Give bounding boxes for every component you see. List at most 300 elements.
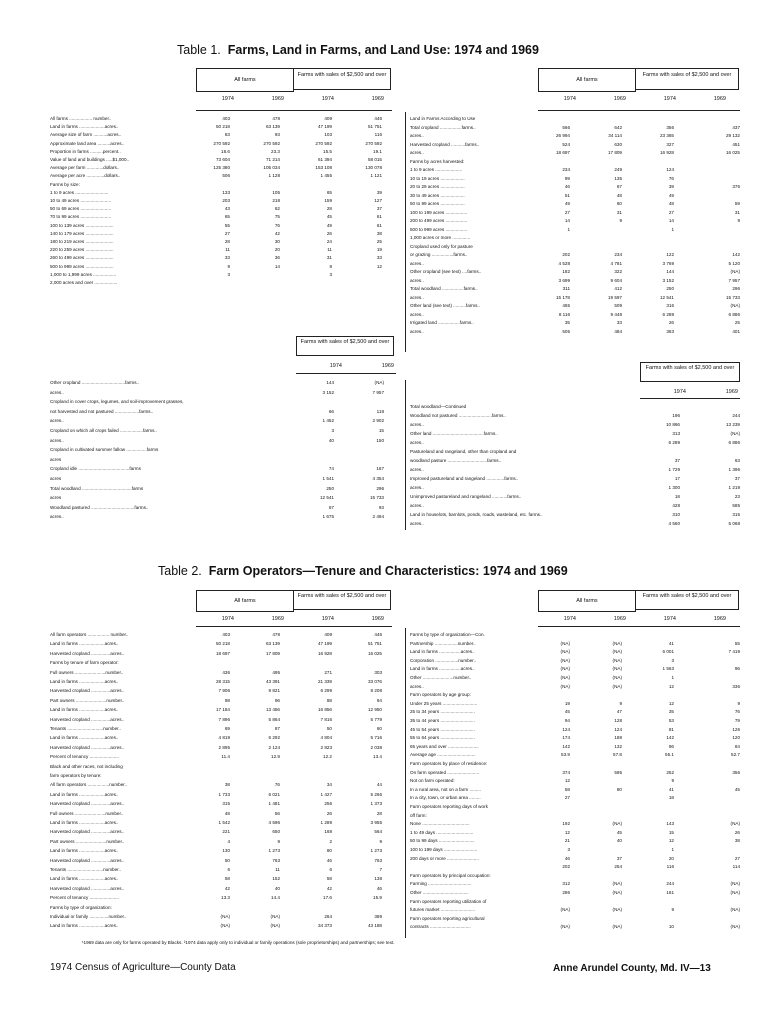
row-value: 58 015 [367, 157, 382, 162]
row-label: Not on farm operated: [410, 778, 455, 784]
row-value: 1 [671, 675, 674, 680]
row-label: 200 to 499 acres ................. [410, 218, 468, 223]
row-value: 2 038 [370, 744, 382, 750]
year-1969: 1969 [725, 389, 738, 395]
table-row [50, 476, 400, 486]
header-all-farms: All farms [538, 590, 636, 612]
row-label: 2,000 acres and over .................. [50, 280, 118, 285]
table1-lower-right-body [410, 404, 740, 534]
table1-lower-right-header [640, 362, 740, 398]
row-value: 12 [564, 829, 570, 835]
row-value: 4 781 [610, 260, 622, 266]
row-value: 46 [564, 184, 570, 189]
row-value: 12 950 [367, 707, 382, 713]
row-value: 202 [562, 252, 570, 257]
table-row [50, 486, 400, 496]
row-value: (NA) [270, 914, 280, 919]
table2-right-body [410, 632, 740, 938]
table-row [50, 223, 400, 231]
row-label: Farming .................................. [410, 881, 472, 887]
table-row [50, 438, 400, 448]
table-row [50, 632, 400, 641]
year-1974: 1974 [563, 96, 576, 102]
row-value: (NA) [730, 881, 740, 887]
row-label: Percent of tenancy ....................... [50, 754, 119, 760]
row-label: Partnership ..................number.. [410, 640, 476, 646]
row-value: (NA) [270, 923, 280, 929]
table-row [50, 132, 400, 140]
row-value: 763 [374, 857, 382, 863]
row-value: (NA) [730, 431, 740, 436]
row-value: 46 [326, 857, 332, 863]
table-row [410, 467, 740, 476]
row-value: 40 [616, 838, 622, 844]
row-value: 506 [222, 173, 230, 179]
row-value: 38 [224, 782, 230, 788]
row-label: Unimproved pastureland and rangeland ............farms.. [410, 494, 522, 499]
table-row [50, 399, 400, 409]
row-label: acres.. [410, 133, 424, 138]
row-value: 27 [564, 795, 570, 801]
row-value: 125 380 [213, 165, 230, 171]
row-value: 244 [732, 413, 740, 418]
table1-lower-left-header [296, 336, 396, 372]
row-value: 93 [274, 132, 280, 138]
year-1974: 1974 [673, 389, 686, 395]
row-value: 33 [376, 255, 382, 261]
row-label: Farms by size: [50, 181, 80, 187]
row-value: 41 [668, 786, 674, 792]
table-row [50, 116, 400, 124]
header-all-farms: All farms [196, 590, 294, 612]
row-label: Black and other races, not including [50, 763, 123, 769]
row-value: 37 [674, 458, 680, 463]
row-value: 7 [379, 867, 382, 872]
row-value: 50 [224, 857, 230, 863]
row-value: 130 [222, 848, 230, 854]
row-value: 144 [326, 380, 334, 385]
row-value: 105 [272, 189, 280, 195]
row-value: 3 [567, 847, 570, 852]
row-value: 202 [562, 864, 570, 870]
row-label: 45 to 54 years ........................... [410, 726, 475, 732]
row-value: 61 394 [317, 157, 332, 162]
row-value: 509 [614, 303, 622, 308]
row-value: 478 [272, 116, 280, 121]
row-value: 2 494 [372, 514, 384, 520]
row-label: Harvested cropland ...............acres.. [50, 885, 125, 891]
row-value: (NA) [220, 923, 230, 929]
row-value: 23 [734, 494, 740, 499]
table-row [410, 476, 740, 485]
year-1969: 1969 [371, 96, 384, 102]
table1-right-header [538, 68, 740, 110]
row-label: 1 to 9 acres .......................... [50, 189, 109, 195]
row-value: 174 [562, 735, 570, 741]
table-row [50, 255, 400, 263]
row-label: Other ........................number.. [410, 675, 472, 680]
row-value: 20 [668, 855, 674, 861]
row-value: 650 [272, 829, 280, 835]
row-value: 12 541 [319, 495, 334, 501]
row-label: acres.. [410, 521, 424, 526]
row-value: 142 [562, 743, 570, 749]
row-value: 27 [564, 209, 570, 215]
row-value: (NA) [560, 907, 570, 913]
table-row [50, 745, 400, 754]
row-value: 1 [567, 226, 570, 232]
row-value: 14.4 [271, 895, 280, 901]
row-label: Land in farms ....................acres.. [50, 923, 119, 929]
row-value: 153 108 [315, 165, 332, 171]
row-label: 35 to 44 years ........................... [410, 718, 475, 723]
row-value: 1 675 [322, 514, 334, 520]
row-label: Cropland idle ........................................farms [50, 466, 141, 472]
row-value: 52.7 [731, 752, 740, 758]
row-value: 1 [671, 226, 674, 232]
row-value: 26 994 [555, 133, 570, 138]
table-row [410, 512, 740, 521]
table-row [50, 190, 400, 198]
row-value: 40 [328, 437, 334, 443]
row-label: acres.. [410, 277, 424, 283]
table1-title [177, 43, 539, 57]
divider [196, 626, 392, 627]
year-1969: 1969 [713, 96, 726, 102]
row-label: acres.. [410, 260, 424, 266]
row-value: 8 [329, 263, 332, 269]
row-value: 322 [614, 269, 622, 274]
row-value: 61 [376, 214, 382, 220]
row-value: (NA) [612, 675, 622, 680]
row-value: 182 [562, 269, 570, 274]
row-value: 409 [324, 632, 332, 637]
row-value: 122 [666, 252, 674, 257]
table-row [410, 404, 740, 413]
row-label: 10 to 19 acres ................... [410, 175, 465, 181]
row-value: 127 [374, 198, 382, 203]
row-value: 315 [732, 512, 740, 517]
row-value: 409 [324, 116, 332, 121]
row-value: 3 152 [662, 277, 674, 283]
row-value: 35 [564, 320, 570, 325]
row-value: 1 121 [370, 173, 382, 179]
row-value: 62 [274, 206, 280, 212]
row-label: Harvested cropland ...............acres.. [50, 744, 125, 750]
row-value: 57.8 [613, 752, 622, 758]
row-value: 376 [732, 184, 740, 189]
header-all-farms: All farms [196, 68, 294, 92]
table2-title-text: Farm Operators—Tenure and Characteristics: 1974 and 1969 [208, 564, 568, 578]
row-value: 446 [374, 116, 382, 121]
row-value: 2 823 [320, 744, 332, 750]
row-value: 28 [326, 206, 332, 212]
row-label: not harvested and not pastured ...................farms.. [50, 408, 154, 414]
row-label: Harvested cropland ...............acres.. [50, 716, 125, 722]
row-value: 566 [562, 124, 570, 130]
table-row [50, 264, 400, 272]
table-row [50, 466, 400, 476]
row-value: (NA) [612, 657, 622, 663]
row-value: 1 563 [662, 666, 674, 672]
row-value: 60 [616, 201, 622, 206]
row-value: (NA) [612, 881, 622, 887]
row-value: 41 [668, 640, 674, 646]
row-label: Tenants ............................number.. [50, 726, 121, 731]
table-row [50, 165, 400, 173]
row-value: 1 289 [320, 820, 332, 825]
row-value: 446 [374, 632, 382, 637]
year-1969: 1969 [271, 616, 284, 622]
table-row [410, 632, 740, 641]
row-value: (NA) [612, 821, 622, 827]
row-label: acres.. [50, 514, 64, 520]
table-row [50, 641, 400, 650]
row-label: Farms by type of organization—Con. [410, 632, 485, 637]
table-row [410, 440, 740, 449]
row-value: (NA) [730, 821, 740, 827]
row-value: 1 373 [370, 801, 382, 807]
footer-left: 1974 Census of Agriculture—County Data [50, 962, 236, 973]
row-value: 11 [275, 867, 280, 872]
row-value: 44 [376, 782, 382, 788]
row-value: 50 218 [215, 641, 230, 647]
row-value: (NA) [730, 924, 740, 930]
row-value: 6 001 [662, 649, 674, 655]
table-row [50, 457, 400, 467]
table-row [410, 666, 740, 675]
row-value: 36 [274, 255, 280, 261]
row-value: 124 [666, 167, 674, 172]
year-1969: 1969 [613, 96, 626, 102]
row-value: (NA) [220, 914, 230, 919]
row-value: 73 604 [215, 157, 230, 162]
row-value: 12 [376, 263, 382, 269]
row-label: Harvested cropland ...........farms.. [410, 141, 480, 147]
row-value: 2 902 [372, 418, 384, 424]
row-value: 133 [222, 189, 230, 195]
row-value: 9 [671, 907, 674, 913]
row-value: 47 199 [317, 124, 332, 130]
row-value: (NA) [560, 683, 570, 689]
row-value: 11 [225, 247, 230, 253]
row-label: 70 to 99 acres ........................ [50, 214, 112, 220]
row-value: 7 906 [218, 688, 230, 694]
row-label: Farm operators reporting days of work [410, 804, 488, 809]
row-value: 29 132 [725, 133, 740, 138]
row-value: 1 733 [218, 791, 230, 797]
row-value: 71 214 [265, 157, 280, 162]
row-label: Farm operators reporting agricultural [410, 915, 485, 921]
row-value: (NA) [730, 269, 740, 274]
row-value: 303 [374, 669, 382, 675]
header-sales-farms: Farms with sales of $2,500 and over [293, 68, 391, 90]
row-value: 524 [562, 141, 570, 147]
table-row [410, 303, 740, 312]
table-row [410, 521, 740, 530]
row-value: 30 [274, 239, 280, 244]
row-label: Land in houselots, barnlots, ponds, roads, wasteland, etc. farms.. [410, 512, 543, 517]
row-value: 12 [668, 700, 674, 706]
row-value: 42 [326, 885, 332, 891]
year-1974: 1974 [221, 96, 234, 102]
table-row [410, 744, 740, 753]
table-row [50, 660, 400, 669]
row-value: 203 [222, 198, 230, 203]
row-label: Cropland in cover crops, legumes, and soil-improvement grasses, [50, 399, 184, 405]
row-value: (NA) [612, 924, 622, 930]
row-value: 96 [274, 697, 280, 703]
table-row [410, 227, 740, 236]
row-value: 1 541 [322, 476, 334, 481]
table-row [50, 698, 400, 707]
table-row [50, 182, 400, 190]
row-label: Pastureland and rangeland, other than cropland and [410, 449, 517, 454]
row-value: 103 [324, 132, 332, 138]
row-value: 46 [376, 885, 382, 891]
row-value: 437 [732, 124, 740, 130]
row-label: Cropland on which all crops failed ..................farms.. [50, 428, 157, 433]
row-value: 43 391 [265, 679, 280, 684]
table1-right-body [410, 116, 740, 356]
row-value: 31 [326, 255, 332, 261]
row-label: All farm operators .................number.. [50, 782, 128, 788]
divider [405, 112, 406, 352]
divider [640, 398, 740, 399]
row-value: 38 [376, 230, 382, 236]
row-value: 3 152 [322, 389, 334, 395]
row-value: 336 [732, 683, 740, 689]
row-label: 500 to 999 acres ...................... [50, 263, 114, 269]
divider [296, 373, 396, 374]
row-value: 40 [274, 885, 280, 891]
row-value: 116 [666, 864, 674, 870]
table-row [50, 214, 400, 222]
row-value: 24 [326, 239, 332, 244]
table-row [410, 295, 740, 304]
row-value: 234 [614, 252, 622, 257]
table-row [410, 899, 740, 908]
row-value: 451 [732, 141, 740, 147]
table-row [50, 141, 400, 149]
row-value: 10 866 [665, 422, 680, 427]
row-value: 26 [326, 810, 332, 816]
row-label: 100 to 139 acres ...................... [50, 222, 114, 228]
row-value: 152 [272, 876, 280, 882]
row-value: (NA) [612, 683, 622, 689]
table-row [50, 895, 400, 904]
row-value: 13.3 [221, 895, 230, 901]
row-label: 180 to 219 acres ...................... [50, 239, 114, 244]
table-row [50, 514, 400, 524]
row-value: 4 819 [218, 735, 230, 741]
row-value: 1 427 [320, 791, 332, 797]
table-row [410, 116, 740, 125]
table-row [50, 231, 400, 239]
table-row [50, 272, 400, 280]
row-value: 34 [326, 782, 332, 788]
row-value: 80 [326, 848, 332, 854]
table-row [410, 735, 740, 744]
row-label: 50 to 69 acres ........................ [50, 206, 112, 212]
row-value: 2 124 [268, 744, 280, 750]
row-value: 312 [562, 881, 570, 887]
row-value: 63 [734, 458, 740, 463]
row-label: acres.. [410, 294, 424, 300]
row-value: 9 [737, 700, 740, 706]
row-value: 3 [671, 657, 674, 663]
row-value: (NA) [612, 649, 622, 655]
row-value: 12.2 [323, 754, 332, 760]
row-label: Farm operators reporting utilization of [410, 898, 487, 904]
row-label: 200 days or more ......................... [410, 855, 479, 861]
table-row [410, 252, 740, 261]
table-row [50, 280, 400, 288]
row-value: (NA) [730, 303, 740, 308]
row-label: 1,000 to 1,999 acres .................. [50, 271, 117, 277]
table-row [410, 218, 740, 227]
header-sales-farms: Farms with sales of $2,500 and over [635, 68, 739, 90]
table-row [410, 269, 740, 278]
table-row [410, 795, 740, 804]
row-value: 42 [274, 230, 280, 236]
row-label: Land in farms ....................acres.. [50, 791, 119, 797]
row-value: 74 [328, 466, 334, 472]
row-label: acres.. [410, 683, 424, 689]
row-value: 23 365 [659, 133, 674, 138]
row-label: Average per farm .............dollars.. [50, 165, 120, 171]
row-label: or grazing .................farms.. [410, 252, 468, 257]
row-label: contracts ................................ [410, 924, 471, 930]
row-value: 8 208 [370, 688, 382, 694]
row-label: futures market ........................... [410, 907, 476, 913]
row-label: Total woodland .......................................farms [50, 485, 144, 491]
row-label: farm operators by tenure: [50, 773, 102, 778]
row-value: 428 [672, 503, 680, 508]
row-value: 6 886 [728, 440, 740, 445]
header-sales-farms: Farms with sales of $2,500 and over [635, 590, 739, 610]
row-value: 88 [326, 697, 332, 703]
table-row [50, 206, 400, 214]
row-value: 19.1 [373, 148, 382, 154]
row-value: 286 [562, 890, 570, 895]
row-value: 3 955 [370, 820, 382, 825]
row-value: 3 699 [558, 277, 570, 283]
row-value: 45 [616, 829, 622, 835]
table-row [410, 159, 740, 168]
table-row [50, 418, 400, 428]
table-row [410, 761, 740, 770]
row-value: 6 [227, 867, 230, 872]
row-value: 356 [666, 124, 674, 130]
row-label: Other land (see text) ..........farms.. [410, 303, 480, 308]
row-value: 48 [668, 201, 674, 206]
row-label: Total woodland—Continued [410, 404, 467, 409]
row-label: Other cropland ..................................farms.. [50, 380, 140, 385]
row-label: Cropland in cultivated summer fallow ................farms [50, 447, 159, 453]
row-label: acres.. [410, 485, 424, 490]
row-value: 1 300 [668, 485, 680, 490]
row-value: 26 [734, 829, 740, 835]
year-1974: 1974 [321, 616, 334, 622]
row-label: 500 to 999 acres ................. [410, 226, 468, 232]
row-label: 1 to 49 days ............................. [410, 829, 474, 835]
row-value: (NA) [612, 890, 622, 895]
row-label: Percent of tenancy ....................... [50, 895, 119, 901]
row-value: 79 [734, 718, 740, 723]
row-value: 138 [374, 876, 382, 882]
row-value: 76 [274, 222, 280, 228]
